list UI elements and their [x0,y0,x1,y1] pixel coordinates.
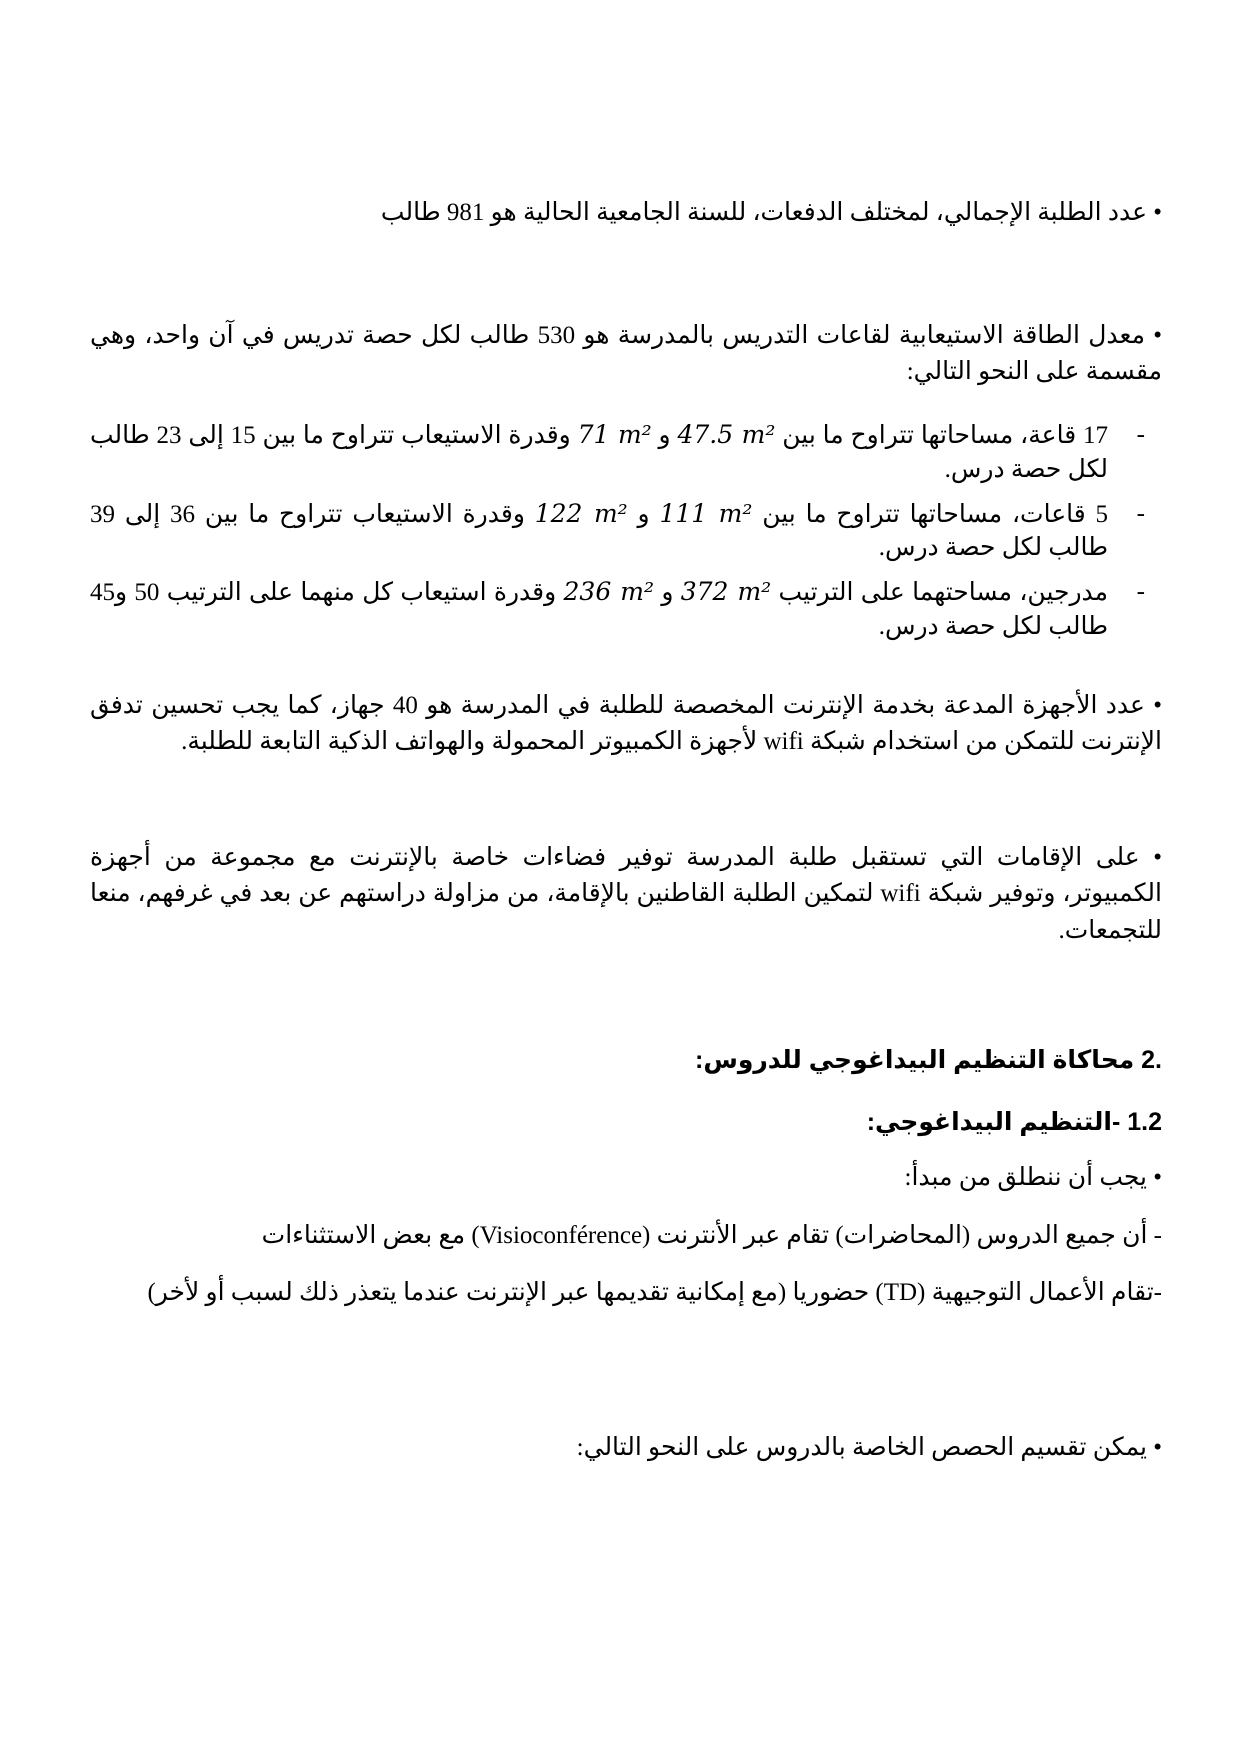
area-min: 111 m² [659,498,753,528]
item-text-b: وقدرة الاستيعاب تتراوح ما بين 15 إلى 23 طالب لكل حصة درس. [90,422,1108,483]
section-heading: .2 محاكاة التنظيم البيداغوجي للدروس: [695,1046,1162,1074]
item-text-a: 5 قاعات، مساحاتها تتراوح ما بين [762,500,1109,528]
paragraph-internet-devices: • عدد الأجهزة المدعة بخدمة الإنترنت المخصصة للطلبة في المدرسة هو 40 جهاز، كما يجب تحسين تدفق الإنترنت للتمكن من استخدام شبكة wifi لأجهزة الكمبيوتر المحمولة والهواتف الذكية التابعة للطلبة. [90,692,1162,756]
item-text-b: وقدرة الاستيعاب تتراوح ما بين 36 إلى 39 طالب لكل حصة درس. [90,500,1108,562]
list-item [90,497,1145,566]
and-word: و [661,579,674,606]
list-item [90,575,1145,644]
area-max: 122 m² [534,498,628,528]
dash-marker: - [1136,578,1145,605]
area-max: 71 m² [577,420,652,449]
and-word: و [658,422,671,449]
dash-marker: - [1136,499,1145,527]
subsection-heading: 1.2 -التنظيم البيداغوجي: [866,1108,1162,1136]
paragraph-residences: • على الإقامات التي تستقبل طلبة المدرسة توفير فضاءات خاصة بالإنترنت مع مجموعة من أجهزة الكمبيوتر، وتوفير شبكة wifi لتمكين الطلبة القاطنين بالإقامة، من مزاولة دراستهم عن بعد في غرفهم، منعا للتجمعات. [90,844,1162,944]
area-first: 372 m² [680,577,772,606]
dash-marker: - [1136,421,1145,448]
paragraph-principle: • يجب أن ننطلق من مبدأ: [904,1164,1162,1191]
rooms-list [90,418,1145,654]
item-text-a: 17 قاعة، مساحاتها تتراوح ما بين [782,422,1108,449]
area-min: 47.5 m² [677,420,776,449]
paragraph-total-students: • عدد الطلبة الإجمالي، لمختلف الدفعات، للسنة الجامعية الحالية هو 981 طالب [380,199,1162,226]
item-text-a: مدرجين، مساحتهما على الترتيب [778,579,1109,606]
paragraph-sessions: • يمكن تقسيم الحصص الخاصة بالدروس على النحو التالي: [576,1434,1162,1461]
area-second: 236 m² [563,577,654,606]
paragraph-capacity: • معدل الطاقة الاستيعابية لقاعات التدريس بالمدرسة هو 530 طالب لكل حصة تدريس في آن واحد، وهي مقسمة على النحو التالي: [90,322,1162,386]
list-item [90,418,1145,487]
and-word: و [637,500,650,528]
paragraph-lectures: - أن جميع الدروس (المحاضرات) تقام عبر الأنترنت (Visioconférence) مع بعض الاستثناءات [261,1222,1162,1249]
item-text-b: وقدرة استيعاب كل منهما على الترتيب 50 و45 طالب لكل حصة درس. [90,579,1108,640]
paragraph-td: -تقام الأعمال التوجيهية (TD) حضوريا (مع إمكانية تقديمها عبر الإنترنت عندما يتعذر ذلك لسبب أو لأخر) [147,1279,1162,1306]
